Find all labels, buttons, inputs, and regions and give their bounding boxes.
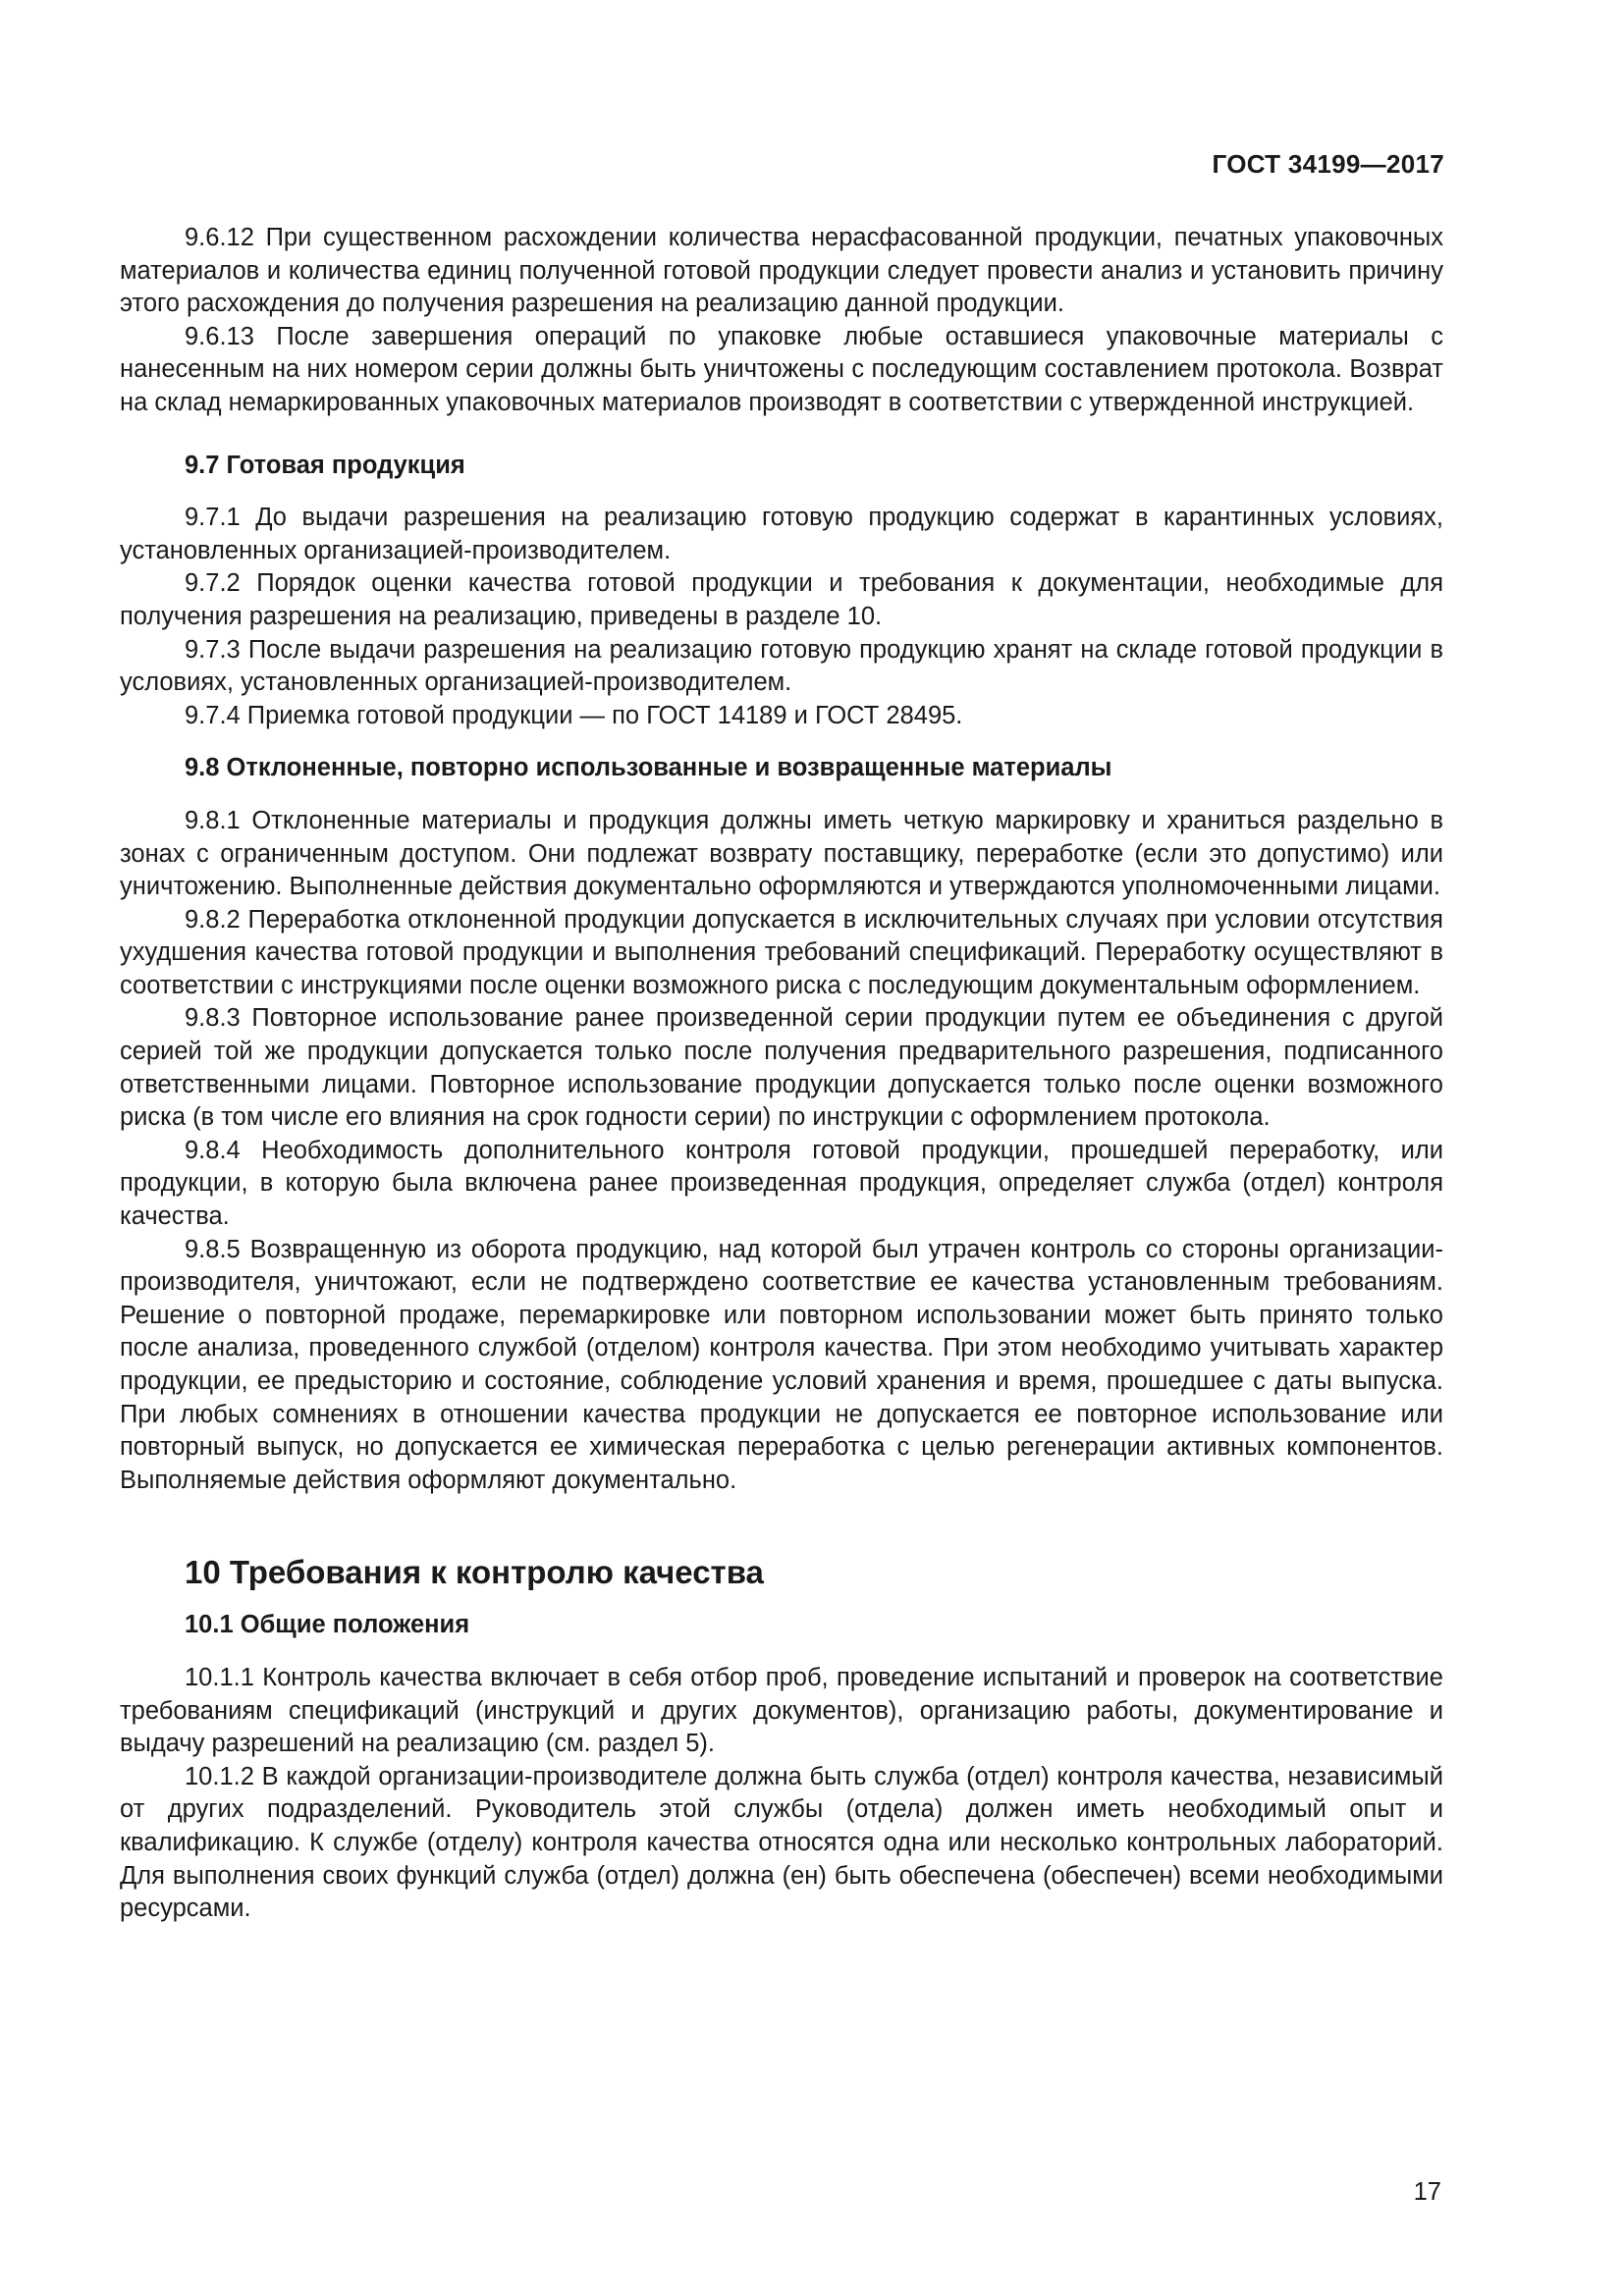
paragraph-9-7-1: 9.7.1 До выдачи разрешения на реализацию готовую продукцию содержат в карантинных условиях, установленных организацией-производителем. bbox=[120, 504, 1443, 564]
page-number: 17 bbox=[1413, 2178, 1441, 2206]
paragraph-10-1-2: 10.1.2 В каждой организации-производителе должна быть служба (отдел) контроля качества, независимый от других подразделений. Руководитель этой службы (отдела) должен иметь необходимый опыт и квалификацию. К службе (отделу) контроля качества относятся одна или несколько контрольных лабораторий. Для выполнения своих функций служба (отдел) должна (ен) быть обеспечена (обеспечен) всеми необходимыми ресурсами. bbox=[120, 1762, 1443, 1923]
paragraph-9-8-2: 9.8.2 Переработка отклоненной продукции допускается в исключительных случаях при условии отсутствия ухудшения качества готовой продукции и выполнения требований спецификаций. Переработку осуществляют в соответствии с инструкциями после оценки возможного риска с последующим документальным оформлением. bbox=[120, 905, 1443, 999]
document-code: ГОСТ 34199—2017 bbox=[1212, 149, 1444, 179]
paragraph-9-7-3: 9.7.3 После выдачи разрешения на реализацию готовую продукцию хранят на складе готовой продукции в условиях, установленных организацией-производителем. bbox=[120, 635, 1443, 697]
paragraph-9-7-4: 9.7.4 Приемка готовой продукции — по ГОСТ 14189 и ГОСТ 28495. bbox=[185, 701, 963, 729]
section-heading-10-1: 10.1 Общие положения bbox=[185, 1611, 470, 1639]
section-heading-9-8: 9.8 Отклоненные, повторно использованные и возвращенные материалы bbox=[185, 754, 1112, 782]
paragraph-9-8-5: 9.8.5 Возвращенную из оборота продукцию, над которой был утрачен контроль со стороны организации-производителя, уничтожают, если не подтверждено соответствие ее качества установленным требованиям. Решение о повторной продаже, перемаркировке или повторном использовании может быть принято только после анализа, проведенного службой (отделом) контроля качества. При этом необходимо учитывать характер продукции, ее предысторию и состояние, соблюдение условий хранения и время, прошедшее с даты выпуска. При любых сомнениях в отношении качества продукции не допускается ее повторное использование или повторный выпуск, но допускается ее химическая переработка с целью регенерации активных компонентов. Выполняемые действия оформляют документально. bbox=[120, 1235, 1443, 1494]
paragraph-9-6-12: 9.6.12 При существенном расхождении количества нерасфасованной продукции, печатных упаковочных материалов и количества единиц полученной готовой продукции следует провести анализ и установить причину этого расхождения до получения разрешения на реализацию данной продукции. bbox=[120, 224, 1443, 318]
paragraph-9-8-1: 9.8.1 Отклоненные материалы и продукция должны иметь четкую маркировку и храниться раздельно в зонах с ограниченным доступом. Они подлежат возврату поставщику, переработке (если это допустимо) или уничтожению. Выполненные действия документально оформляются и утверждаются уполномоченными лицами. bbox=[120, 806, 1443, 901]
section-heading-9-7: 9.7 Готовая продукция bbox=[185, 451, 465, 479]
paragraph-9-8-4: 9.8.4 Необходимость дополнительного контроля готовой продукции, прошедшей переработку, или продукции, в которую была включена ранее произведенная продукция, определяет служба (отдел) контроля качества. bbox=[120, 1136, 1443, 1231]
chapter-heading-10: 10 Требования к контролю качества bbox=[185, 1554, 764, 1591]
document-body bbox=[120, 222, 1443, 1926]
paragraph-9-6-13: 9.6.13 После завершения операций по упаковке любые оставшиеся упаковочные материалы с нанесенным на них номером серии должны быть уничтожены с последующим составлением протокола. Возврат на склад немаркированных упаковочных материалов производят в соответствии с утвержденной инструкцией. bbox=[120, 322, 1443, 416]
paragraph-10-1-1: 10.1.1 Контроль качества включает в себя отбор проб, проведение испытаний и проверок на соответствие требованиям спецификаций (инструкций и других документов), организацию работы, документирование и выдачу разрешений на реализацию (см. раздел 5). bbox=[120, 1663, 1443, 1758]
paragraph-9-7-2: 9.7.2 Порядок оценки качества готовой продукции и требования к документации, необходимые для получения разрешения на реализацию, приведены в разделе 10. bbox=[120, 569, 1443, 630]
paragraph-9-8-3: 9.8.3 Повторное использование ранее произведенной серии продукции путем ее объединения с другой серией той же продукции допускается только после получения предварительного разрешения, подписанного ответственными лицами. Повторное использование продукции допускается только после оценки возможного риска (в том числе его влияния на срок годности серии) по инструкции с оформлением протокола. bbox=[120, 1004, 1443, 1132]
